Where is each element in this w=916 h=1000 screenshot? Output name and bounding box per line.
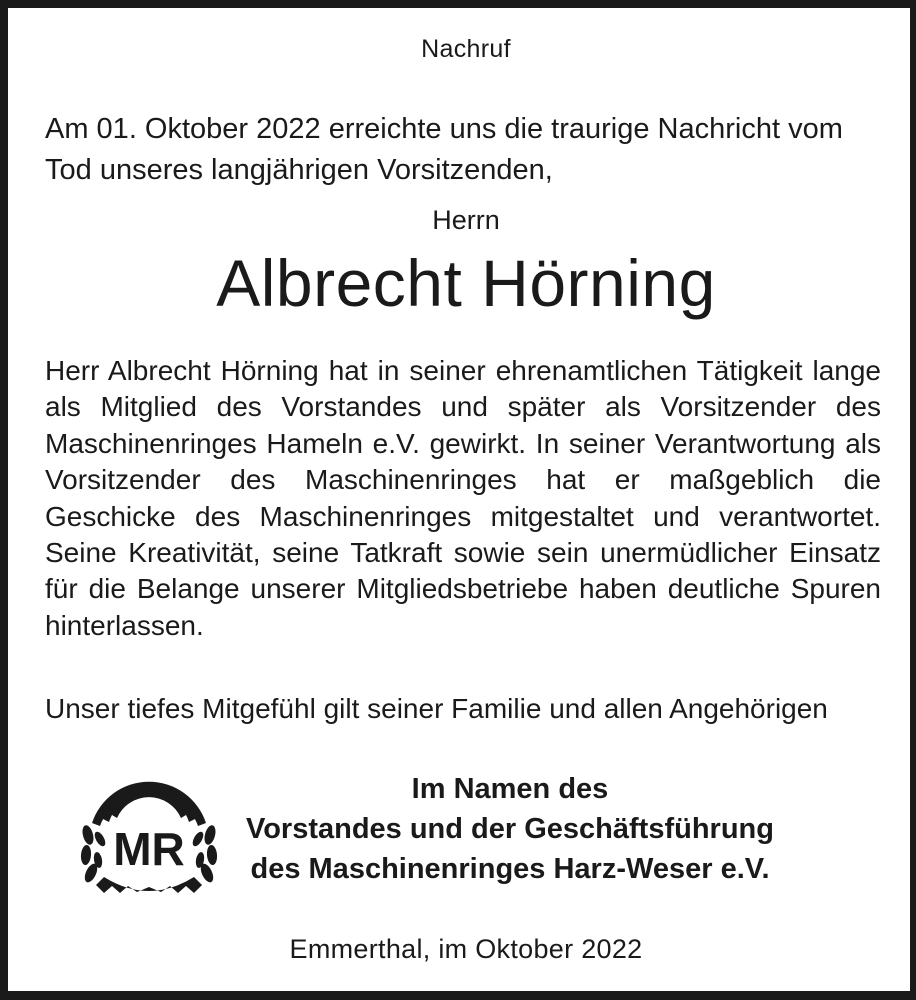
salutation: Herrn — [432, 205, 500, 235]
signature-line-3: des Maschinenringes Harz-Weser e.V. — [250, 853, 770, 885]
intro-text: Am 01. Oktober 2022 erreichte uns die traurige Nachricht vom Tod unseres langjährigen Vorsitzenden, — [45, 113, 843, 186]
signature-line-1: Im Namen des — [411, 773, 609, 805]
signature-line-2: Vorstandes und der Geschäftsführung — [246, 813, 774, 845]
condolence-text: Unser tiefes Mitgefühl gilt seiner Familie und allen Angehörigen — [45, 693, 828, 724]
mr-logo-text: MR — [113, 823, 185, 875]
signature-block — [240, 769, 780, 889]
tribute-text: Herr Albrecht Hörning hat in seiner ehrenamtlichen Tätigkeit lange als Mitglied des Vorstandes und später als Vorsitzender des Maschinenringes Hameln e.V. gewirkt. In seiner Verantwortung als Vorsitzender des Maschinenringes hat er maßgeblich die Geschicke des Maschinenringes mitgestaltet und verantwortet. Seine Kreativität, seine Tatkraft sowie sein unermüdlicher Einsatz für die Belange unserer Mitgliedsbetriebe haben deutliche Spuren hinterlassen. — [45, 355, 881, 641]
page-title: Nachruf — [421, 35, 511, 63]
place-date: Emmerthal, im Oktober 2022 — [289, 934, 643, 964]
deceased-name: Albrecht Hörning — [216, 246, 716, 320]
mr-logo-icon — [74, 765, 224, 915]
